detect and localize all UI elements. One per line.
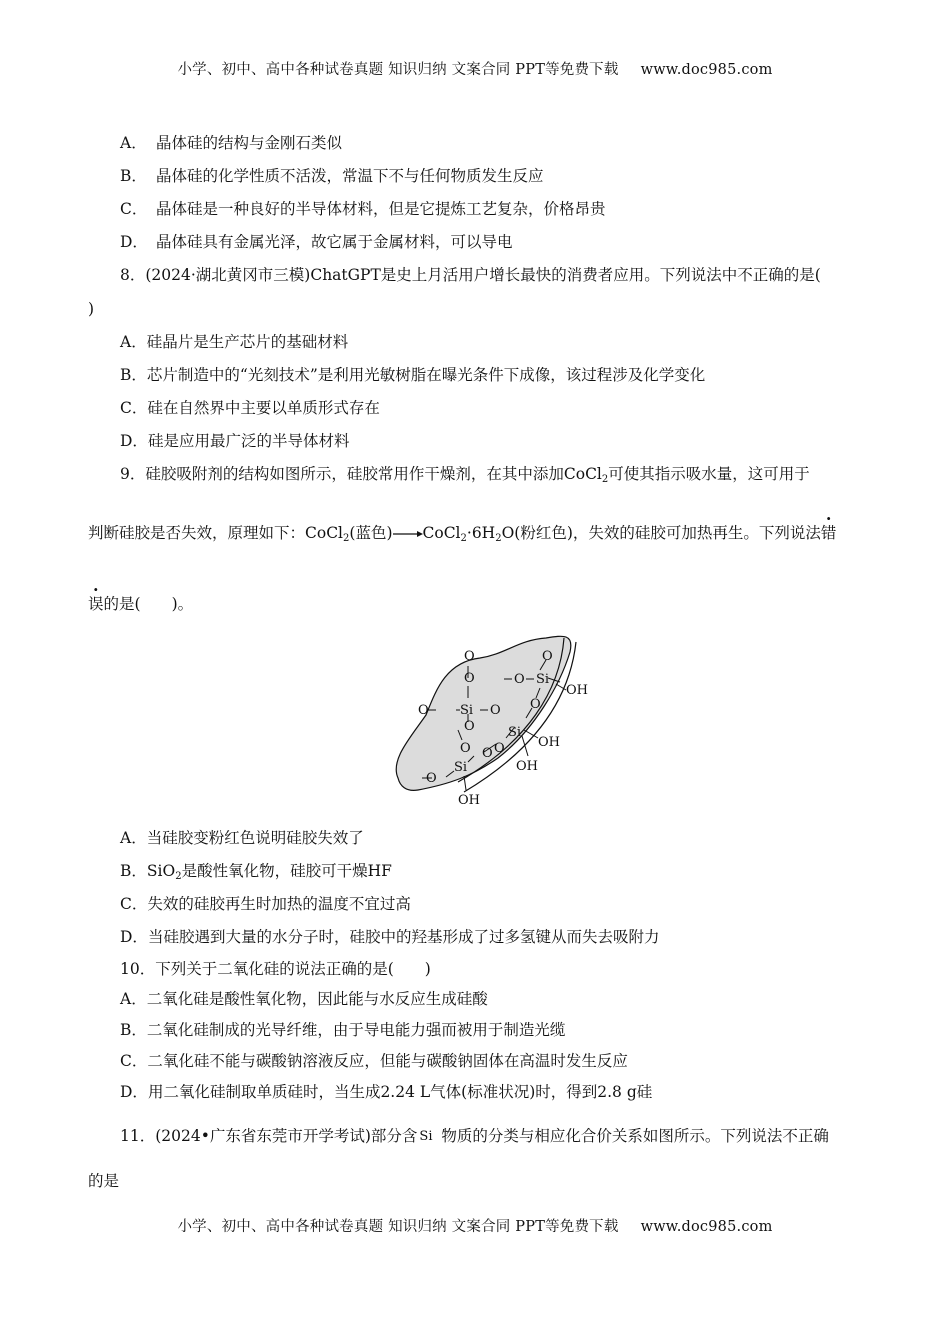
q11-text: 物质的分类与相应化合价关系如图所示。下列说法不正确 <box>441 1127 829 1145</box>
option-text: 二氧化硅制成的光导纤维，由于导电能力强而被用于制造光缆 <box>146 1021 566 1039</box>
q8-stem-end: ) <box>88 300 95 318</box>
q9-option-b <box>120 861 392 881</box>
atom-si: Si <box>460 703 474 718</box>
atom-o: O <box>464 719 475 734</box>
option-text: 硅在自然界中主要以单质形式存在 <box>147 399 380 417</box>
atom-o: O <box>482 746 493 761</box>
footer-text: 小学、初中、高中各种试卷真题 知识归纳 文案合同 PPT等免费下载 <box>177 1219 619 1235</box>
footer-url[interactable]: www.doc985.com <box>640 1219 773 1235</box>
option-letter: B． <box>120 1021 147 1039</box>
option-text: 晶体硅是一种良好的半导体材料，但是它提炼工艺复杂，价格昂贵 <box>156 200 606 218</box>
subscript: 2 <box>601 474 609 485</box>
atom-o: O <box>464 671 475 686</box>
q9-text: O(粉红色)，失效的硅胶可加热再生。下列说法 <box>501 524 821 542</box>
hydroxyl-oh: OH <box>458 793 480 808</box>
q9-option-c <box>120 894 411 914</box>
option-text: 晶体硅的结构与金刚石类似 <box>156 134 343 152</box>
q9-text: 的是( )。 <box>103 595 194 613</box>
option-letter: B． <box>120 862 147 880</box>
q7-option-b <box>120 166 544 186</box>
q9-text: 可使其指示吸水量，这可用于 <box>608 465 810 483</box>
atom-si: Si <box>536 672 550 687</box>
option-text: 硅是应用最广泛的半导体材料 <box>147 432 350 450</box>
atom-o: O <box>530 697 541 712</box>
q9-option-a <box>120 828 364 848</box>
formula-sio2: SiO <box>146 862 176 880</box>
q11-text: 11．(2024•广东省东莞市开学考试)部分含 <box>120 1127 418 1145</box>
q8-stem: 8．(2024·湖北黄冈市三模)ChatGPT是史上月活用户增长最快的消费者应用。下列说法中不正确的是( <box>120 266 821 284</box>
option-text: 当硅胶变粉红色说明硅胶失效了 <box>146 829 364 847</box>
q9-text: CoCl <box>422 524 461 542</box>
option-text: 失效的硅胶再生时加热的温度不宜过高 <box>147 895 411 913</box>
q8-option-b <box>120 365 705 385</box>
hydroxyl-oh: OH <box>566 683 588 698</box>
page-header <box>0 58 950 79</box>
q9-text: ·6H <box>466 524 496 542</box>
q8-option-d <box>120 431 349 451</box>
q9-stem-line3 <box>88 594 193 614</box>
option-text: 二氧化硅不能与碳酸钠溶液反应，但能与碳酸钠固体在高温时发生反应 <box>147 1052 628 1070</box>
q8-option-c <box>120 398 380 418</box>
q9-option-d <box>120 927 659 947</box>
q9-stem-line2 <box>88 523 836 543</box>
atom-si: Si <box>454 760 468 775</box>
option-text: 当硅胶遇到大量的水分子时，硅胶中的羟基形成了过多氢键从而失去吸附力 <box>147 928 660 946</box>
formula-cocl2: CoCl <box>563 465 602 483</box>
subscript: 2 <box>495 533 502 544</box>
hydroxyl-oh: OH <box>538 735 560 750</box>
q7-option-d <box>120 232 513 252</box>
option-letter: D． <box>120 1083 148 1101</box>
header-text: 小学、初中、高中各种试卷真题 知识归纳 文案合同 PPT等免费下载 <box>177 62 619 78</box>
q9-stem-line1 <box>120 464 810 484</box>
atom-si: Si <box>508 725 522 740</box>
silica-gel-structure-diagram <box>388 630 593 810</box>
q10-option-c <box>120 1051 628 1071</box>
q10-stem: 10．下列关于二氧化硅的说法正确的是( ) <box>120 960 431 978</box>
atom-o: O <box>426 771 437 786</box>
option-letter: D． <box>120 928 148 946</box>
reaction-arrow-icon <box>393 529 423 539</box>
q9-text: 判断硅胶是否失效，原理如下：CoCl <box>88 524 344 542</box>
option-letter: B． <box>120 167 147 185</box>
option-letter: A． <box>120 990 147 1008</box>
option-letter: C． <box>120 895 148 913</box>
option-letter: D． <box>120 233 148 251</box>
q9-text: (蓝色) <box>349 524 393 542</box>
emphasis-char: 错 <box>820 524 837 542</box>
header-url[interactable]: www.doc985.com <box>640 62 773 78</box>
q11-stem-line1 <box>120 1126 829 1146</box>
option-text: 用二氧化硅制取单质硅时，当生成2.24 L气体(标准状况)时，得到2.8 g硅 <box>147 1083 653 1101</box>
option-text: 二氧化硅是酸性氧化物，因此能与水反应生成硅酸 <box>146 990 488 1008</box>
option-text: 晶体硅的化学性质不活泼，常温下不与任何物质发生反应 <box>156 167 544 185</box>
option-letter: B． <box>120 366 147 384</box>
atom-o: O <box>494 741 505 756</box>
atom-o: O <box>464 649 475 664</box>
q10-option-b <box>120 1020 565 1040</box>
option-text: 硅晶片是生产芯片的基础材料 <box>146 333 349 351</box>
option-letter: C． <box>120 1052 148 1070</box>
atom-o: O <box>514 672 525 687</box>
formula-si-text: Si <box>419 1129 433 1144</box>
q11-stem-line2: 的是 <box>88 1172 120 1190</box>
hydroxyl-oh: OH <box>516 759 538 774</box>
option-text: 芯片制造中的“光刻技术”是利用光敏树脂在曝光条件下成像，该过程涉及化学变化 <box>146 366 706 384</box>
subscript: 2 <box>175 871 182 882</box>
atom-o: O <box>542 649 553 664</box>
option-text: 是酸性氧化物，硅胶可干燥HF <box>181 862 392 880</box>
q7-option-c <box>120 199 606 219</box>
q7-option-a <box>120 133 342 153</box>
atom-o: O <box>418 703 429 718</box>
option-text: 晶体硅具有金属光泽，故它属于金属材料，可以导电 <box>156 233 513 251</box>
option-letter: A． <box>120 333 147 351</box>
option-letter: C． <box>120 200 148 218</box>
emphasis-char: 误 <box>88 595 104 613</box>
option-letter: A． <box>120 829 147 847</box>
q10-option-a <box>120 989 488 1009</box>
q8-option-a <box>120 332 348 352</box>
option-letter: D． <box>120 432 148 450</box>
atom-o: O <box>490 703 501 718</box>
option-letter: A． <box>120 134 147 152</box>
q9-text: 9．硅胶吸附剂的结构如图所示，硅胶常用作干燥剂，在其中添加 <box>120 465 564 483</box>
atom-o: O <box>460 741 471 756</box>
page-footer <box>0 1215 950 1236</box>
q10-option-d <box>120 1082 652 1102</box>
option-letter: C． <box>120 399 148 417</box>
subscript: 2 <box>343 533 350 544</box>
subscript: 2 <box>460 533 467 544</box>
